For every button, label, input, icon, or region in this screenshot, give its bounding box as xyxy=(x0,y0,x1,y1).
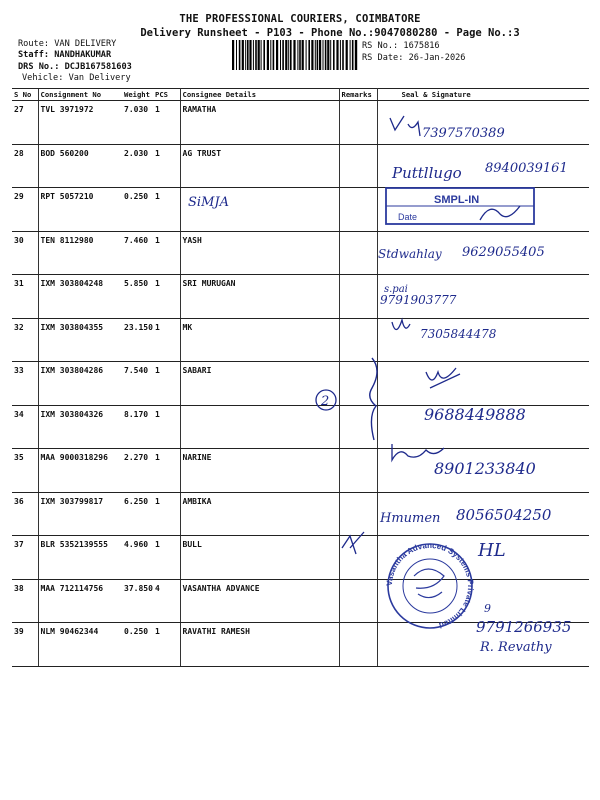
row-consignment: TEN 8112980 xyxy=(38,231,122,275)
row-pcs: 1 xyxy=(153,449,180,493)
vehicle-label: Vehicle: Van Delivery xyxy=(22,73,131,83)
row-signature xyxy=(377,275,589,319)
signature-row-29: SiMJA xyxy=(188,195,229,210)
row-consignment: IXM 303804355 xyxy=(38,318,122,362)
row-pcs: 1 xyxy=(153,536,180,580)
table-row xyxy=(12,449,589,493)
signature-row-30: Stdwahlay xyxy=(378,247,442,261)
row-signature xyxy=(377,492,589,536)
row-remarks xyxy=(339,188,377,232)
row-consignment: IXM 303804286 xyxy=(38,362,122,406)
row-remarks xyxy=(339,144,377,188)
staff-label: Staff: NANDHAKUMAR xyxy=(18,50,112,60)
row-consignment: IXM 303804326 xyxy=(38,405,122,449)
row-consignee: SABARI xyxy=(180,362,339,406)
row-remarks xyxy=(339,623,377,667)
row-remarks xyxy=(339,231,377,275)
row-signature xyxy=(377,405,589,449)
row-consignee: YASH xyxy=(180,231,339,275)
table-row xyxy=(12,536,589,580)
phone-row-35: 8901233840 xyxy=(434,459,536,478)
table-row xyxy=(12,188,589,232)
seal-text: Vasantha Advanced Systems Private Limited xyxy=(384,540,476,630)
signature-row-31: s.pai xyxy=(384,284,408,295)
row-consignee: AMBIKA xyxy=(180,492,339,536)
row-consignment: TVL 3971972 xyxy=(38,101,122,145)
runsheet-subtitle: Delivery Runsheet - P103 - Phone No.:9047080280 - Page No.:3 xyxy=(140,27,520,39)
route-label: Route: VAN DELIVERY xyxy=(18,39,117,49)
row-consignee: AG TRUST xyxy=(180,144,339,188)
row-signature xyxy=(377,362,589,406)
table-row xyxy=(12,405,589,449)
row-consignment: NLM 90462344 xyxy=(38,623,122,667)
table-row xyxy=(12,492,589,536)
row-pcs: 1 xyxy=(153,231,180,275)
row-weight: 7.540 xyxy=(122,362,153,406)
signature-row-28: Puttllugo xyxy=(392,164,462,182)
table-row xyxy=(12,231,589,275)
row-weight: 4.960 xyxy=(122,536,153,580)
signature-row-39: R. Revathy xyxy=(480,640,552,655)
rs-number: RS No.: 1675816 xyxy=(362,41,440,51)
row-consignment: BLR 5352139555 xyxy=(38,536,122,580)
row-remarks xyxy=(339,492,377,536)
row-weight: 0.250 xyxy=(122,623,153,667)
row-consignee: SRI MURUGAN xyxy=(180,275,339,319)
row-weight: 2.270 xyxy=(122,449,153,493)
row-consignment: MAA 712114756 xyxy=(38,579,122,623)
col-sno: S No xyxy=(12,89,38,101)
company-title: THE PROFESSIONAL COURIERS, COIMBATORE xyxy=(179,13,421,25)
table-row xyxy=(12,101,589,145)
row-signature xyxy=(377,188,589,232)
row-consignee xyxy=(180,405,339,449)
row-weight: 7.460 xyxy=(122,231,153,275)
row-consignee: BULL xyxy=(180,536,339,580)
row-pcs: 1 xyxy=(153,405,180,449)
row-consignment: IXM 303799817 xyxy=(38,492,122,536)
row-sno: 39 xyxy=(12,623,38,667)
row-weight: 5.850 xyxy=(122,275,153,319)
row-pcs: 1 xyxy=(153,623,180,667)
table-row xyxy=(12,144,589,188)
row-weight: 7.030 xyxy=(122,101,153,145)
smpl-stamp-text: SMPL-IN xyxy=(434,194,480,206)
barcode xyxy=(232,40,358,70)
row-pcs: 1 xyxy=(153,101,180,145)
row-remarks xyxy=(339,275,377,319)
row-pcs: 1 xyxy=(153,144,180,188)
row-sno: 32 xyxy=(12,318,38,362)
table-row xyxy=(12,579,589,623)
row-sno: 35 xyxy=(12,449,38,493)
row-consignment: BOD 560200 xyxy=(38,144,122,188)
col-remarks: Remarks xyxy=(339,89,377,101)
row-consignment: MAA 9000318296 xyxy=(38,449,122,493)
table-row xyxy=(12,318,589,362)
table-header xyxy=(12,89,589,101)
phone-row-34: 9688449888 xyxy=(424,405,526,424)
signature-row-36: Hmumen xyxy=(380,511,441,526)
phone-row-30: 9629055405 xyxy=(462,245,545,260)
row-weight: 0.250 xyxy=(122,188,153,232)
phone-row-28: 8940039161 xyxy=(485,161,568,176)
row-sno: 31 xyxy=(12,275,38,319)
row-sno: 37 xyxy=(12,536,38,580)
row-signature xyxy=(377,101,589,145)
svg-text:2: 2 xyxy=(321,394,330,409)
runsheet-table xyxy=(12,88,589,667)
row-pcs: 1 xyxy=(153,275,180,319)
phone-row-36: 8056504250 xyxy=(456,506,552,524)
row-sno: 27 xyxy=(12,101,38,145)
row-signature xyxy=(377,579,589,623)
row-consignment: IXM 303804248 xyxy=(38,275,122,319)
drs-label: DRS No.: DCJB167581603 xyxy=(18,62,132,72)
table-row xyxy=(12,275,589,319)
row-signature xyxy=(377,144,589,188)
row-weight: 8.170 xyxy=(122,405,153,449)
smpl-stamp-date: Date xyxy=(398,212,418,222)
row-consignee: RAVATHI RAMESH xyxy=(180,623,339,667)
row-consignment: RPT 5057210 xyxy=(38,188,122,232)
row-sno: 34 xyxy=(12,405,38,449)
col-consignee: Consignee Details xyxy=(180,89,339,101)
row-weight: 37.850 xyxy=(122,579,153,623)
row-pcs: 1 xyxy=(153,492,180,536)
row-pcs: 4 xyxy=(153,579,180,623)
phone-row-31: 9791903777 xyxy=(380,293,457,307)
row-signature xyxy=(377,318,589,362)
row-consignee xyxy=(180,188,339,232)
row-signature xyxy=(377,536,589,580)
table-row xyxy=(12,623,589,667)
table-row xyxy=(12,362,589,406)
mark-row-39: 9 xyxy=(484,602,491,615)
row-sno: 38 xyxy=(12,579,38,623)
row-remarks xyxy=(339,101,377,145)
row-remarks xyxy=(339,405,377,449)
col-consignment: Consignment No xyxy=(38,89,122,101)
row-sno: 28 xyxy=(12,144,38,188)
initials-row-37: HL xyxy=(478,540,506,561)
row-weight: 23.150 xyxy=(122,318,153,362)
row-sno: 29 xyxy=(12,188,38,232)
col-weight: Weight xyxy=(122,89,153,101)
row-signature xyxy=(377,231,589,275)
row-weight: 2.030 xyxy=(122,144,153,188)
row-sno: 36 xyxy=(12,492,38,536)
row-weight: 6.250 xyxy=(122,492,153,536)
phone-row-39: 9791266935 xyxy=(476,618,572,636)
col-signature: Seal & Signature xyxy=(377,89,589,101)
col-pcs: PCS xyxy=(153,89,180,101)
row-pcs: 1 xyxy=(153,362,180,406)
row-consignee: NARINE xyxy=(180,449,339,493)
row-pcs: 1 xyxy=(153,318,180,362)
row-remarks xyxy=(339,362,377,406)
row-consignee: VASANTHA ADVANCE xyxy=(180,579,339,623)
row-remarks xyxy=(339,579,377,623)
row-remarks xyxy=(339,536,377,580)
row-sno: 33 xyxy=(12,362,38,406)
row-remarks xyxy=(339,318,377,362)
phone-row-32: 7305844478 xyxy=(420,327,497,341)
rs-date: RS Date: 26-Jan-2026 xyxy=(362,53,466,63)
row-signature xyxy=(377,623,589,667)
row-pcs: 1 xyxy=(153,188,180,232)
row-remarks xyxy=(339,449,377,493)
row-signature xyxy=(377,449,589,493)
row-consignee: MK xyxy=(180,318,339,362)
phone-row-27: 7397570389 xyxy=(422,126,505,141)
row-sno: 30 xyxy=(12,231,38,275)
row-consignee: RAMATHA xyxy=(180,101,339,145)
